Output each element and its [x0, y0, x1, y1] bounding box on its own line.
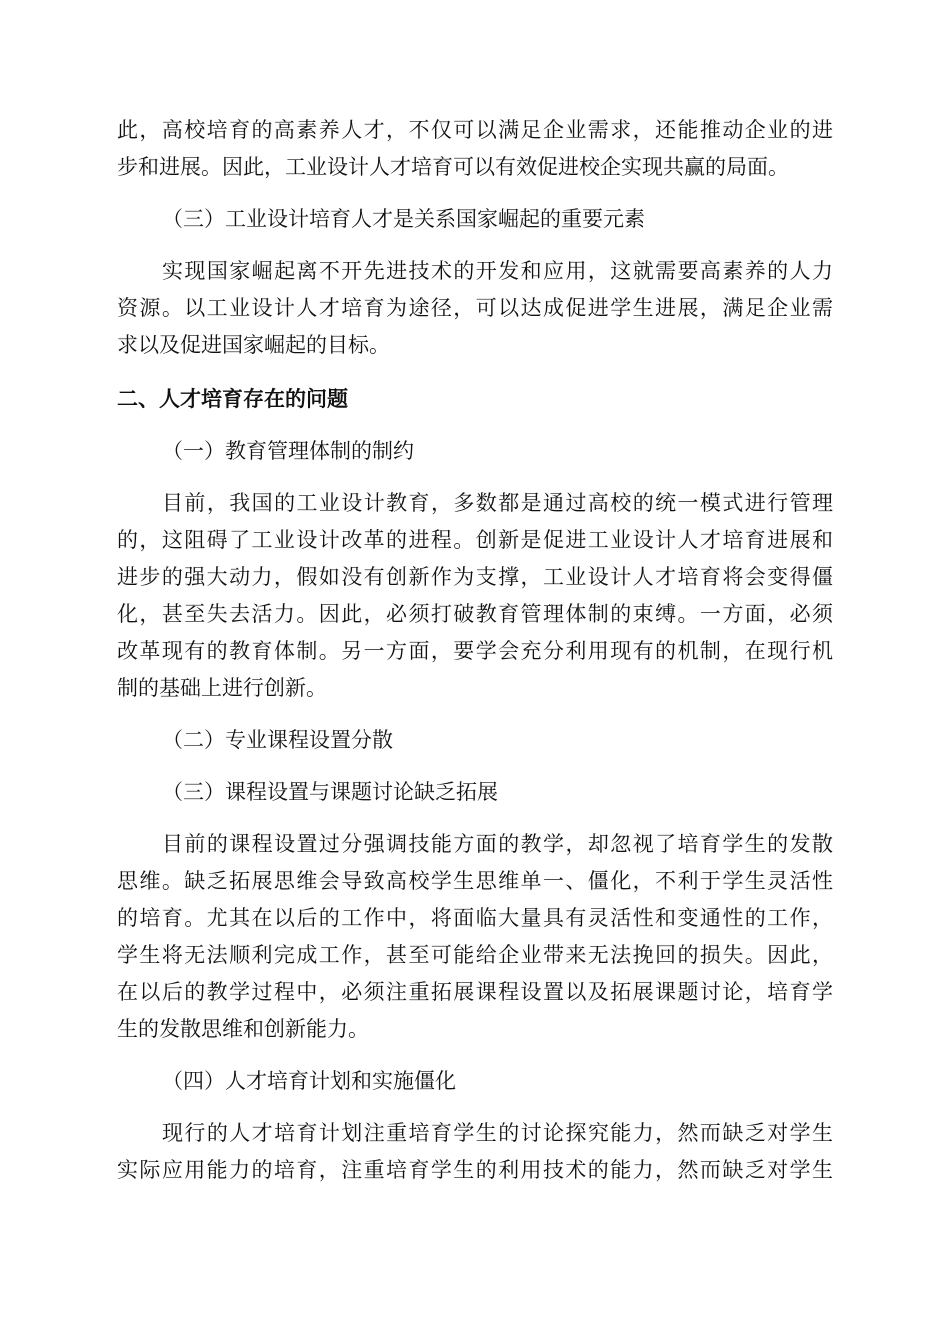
paragraph-line: 现行的人才培育计划注重培育学生的讨论探究能力，然而缺乏对学生 — [162, 1121, 833, 1145]
paragraph-line: 生的发散思维和创新能力。 — [117, 1017, 369, 1041]
paragraph-line: 求以及促进国家崛起的目标。 — [117, 333, 390, 357]
paragraph-line: 学生将无法顺利完成工作，甚至可能给企业带来无法挽回的损失。因此， — [117, 943, 833, 967]
subheading-course-dispersion: （二）专业课程设置分散 — [162, 728, 393, 752]
paragraph-line: 的培育。尤其在以后的工作中，将面临大量具有灵活性和变通性的工作， — [117, 906, 833, 930]
paragraph-line: 化，甚至失去活力。因此，必须打破教育管理体制的束缚。一方面，必须 — [117, 602, 833, 626]
paragraph-line: 实际应用能力的培育，注重培育学生的利用技术的能力，然而缺乏对学生 — [117, 1158, 833, 1182]
paragraph-line: 此，高校培育的高素养人才，不仅可以满足企业需求，还能推动企业的进 — [117, 118, 833, 142]
paragraph-line: 步和进展。因此，工业设计人才培育可以有效促进校企实现共赢的局面。 — [117, 155, 789, 179]
paragraph-line: 思维。缺乏拓展思维会导致高校学生思维单一、僵化，不利于学生灵活性 — [117, 869, 833, 893]
paragraph-line: 实现国家崛起离不开先进技术的开发和应用，这就需要高素养的人力 — [162, 259, 833, 283]
paragraph-line: 资源。以工业设计人才培育为途径，可以达成促进学生进展，满足企业需 — [117, 296, 833, 320]
paragraph-course-expansion — [117, 826, 833, 1048]
paragraph-line: 目前，我国的工业设计教育，多数都是通过高校的统一模式进行管理 — [162, 491, 833, 515]
subheading-plan-rigidity: （四）人才培育计划和实施僵化 — [162, 1069, 456, 1093]
subheading-course-expansion: （三）课程设置与课题讨论缺乏拓展 — [162, 780, 498, 804]
paragraph-line: 的，这阻碍了工业设计改革的进程。创新是促进工业设计人才培育进展和 — [117, 528, 833, 552]
subheading-management-system: （一）教育管理体制的制约 — [162, 439, 414, 463]
paragraph-plan-rigidity — [117, 1115, 833, 1189]
paragraph-line: 进步的强大动力，假如没有创新作为支撑，工业设计人才培育将会变得僵 — [117, 565, 833, 589]
paragraph-line: 改革现有的教育体制。另一方面，要学会充分利用现有的机制，在现行机 — [117, 639, 833, 663]
paragraph-line: 在以后的教学过程中，必须注重拓展课程设置以及拓展课题讨论，培育学 — [117, 980, 833, 1004]
subheading-national-rise: （三）工业设计培育人才是关系国家崛起的重要元素 — [162, 207, 645, 231]
paragraph-continuation — [117, 112, 833, 186]
paragraph-management-system — [117, 485, 833, 707]
paragraph-national-rise — [117, 253, 833, 364]
paragraph-line: 目前的课程设置过分强调技能方面的教学，却忽视了培育学生的发散 — [162, 832, 833, 856]
section-heading-problems: 二、人才培育存在的问题 — [117, 387, 348, 411]
paragraph-line: 制的基础上进行创新。 — [117, 676, 327, 700]
document-page — [117, 112, 833, 1189]
